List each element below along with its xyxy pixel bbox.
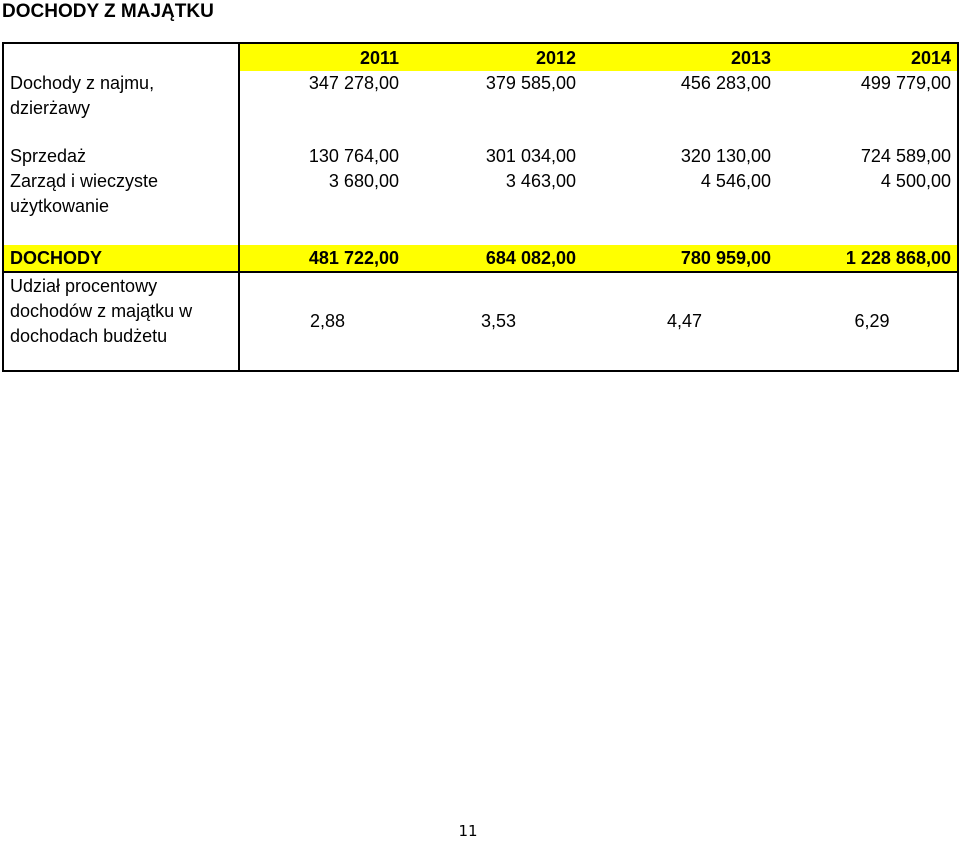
value-cell: 4 546,00 <box>700 171 771 191</box>
percent-value: 2,88 <box>309 311 346 331</box>
value-cell: 724 589,00 <box>860 146 951 166</box>
year-header: 2012 <box>405 43 582 71</box>
value-cell: 456 283,00 <box>680 73 771 93</box>
table-header-row <box>3 43 958 71</box>
value-cell: 347 278,00 <box>239 71 405 143</box>
year-header: 2014 <box>777 43 958 71</box>
total-cell: 481 722,00 <box>239 245 405 272</box>
total-cell: 684 082,00 <box>405 245 582 272</box>
value-cell: 4 500,00 <box>880 171 951 191</box>
table-row-share <box>3 272 958 371</box>
header-empty-cell <box>3 43 239 71</box>
income-table <box>2 42 959 372</box>
year-header: 2013 <box>582 43 777 71</box>
total-cell: 780 959,00 <box>582 245 777 272</box>
page-number <box>0 822 960 840</box>
value-cell: 499 779,00 <box>860 73 951 93</box>
row-label: Dochody z najmu, dzierżawy <box>10 73 155 118</box>
table-row-total <box>3 245 958 272</box>
row-label: Sprzedaż <box>10 146 87 166</box>
percent-cell <box>777 272 958 371</box>
percent-value: 4,47 <box>666 311 703 331</box>
value-cell: 130 764,00 <box>239 143 405 169</box>
percent-value: 3,53 <box>480 311 517 331</box>
total-cell: 1 228 868,00 <box>777 245 958 272</box>
value-cell: 379 585,00 <box>485 73 576 93</box>
percent-value: 6,29 <box>854 311 890 331</box>
percent-cell <box>582 272 777 371</box>
value-cell: 3 680,00 <box>239 169 405 245</box>
table-row-sale <box>3 143 958 169</box>
value-cell: 301 034,00 <box>485 146 576 166</box>
value-cell: 320 130,00 <box>680 146 771 166</box>
page-title: DOCHODY Z MAJĄTKU <box>2 1 214 22</box>
row-label: Udział procentowy dochodów z majątku w dochodach budżetu <box>3 272 239 371</box>
page-number-text: 11 <box>458 822 478 840</box>
table-row-lease <box>3 169 958 245</box>
value-cell: 3 463,00 <box>505 171 576 191</box>
year-header: 2011 <box>239 43 405 71</box>
table-row-rent <box>3 71 958 143</box>
percent-cell <box>405 272 582 371</box>
percent-cell <box>239 272 405 371</box>
row-label: DOCHODY <box>3 245 239 272</box>
row-label: Zarząd i wieczyste użytkowanie <box>10 171 159 216</box>
